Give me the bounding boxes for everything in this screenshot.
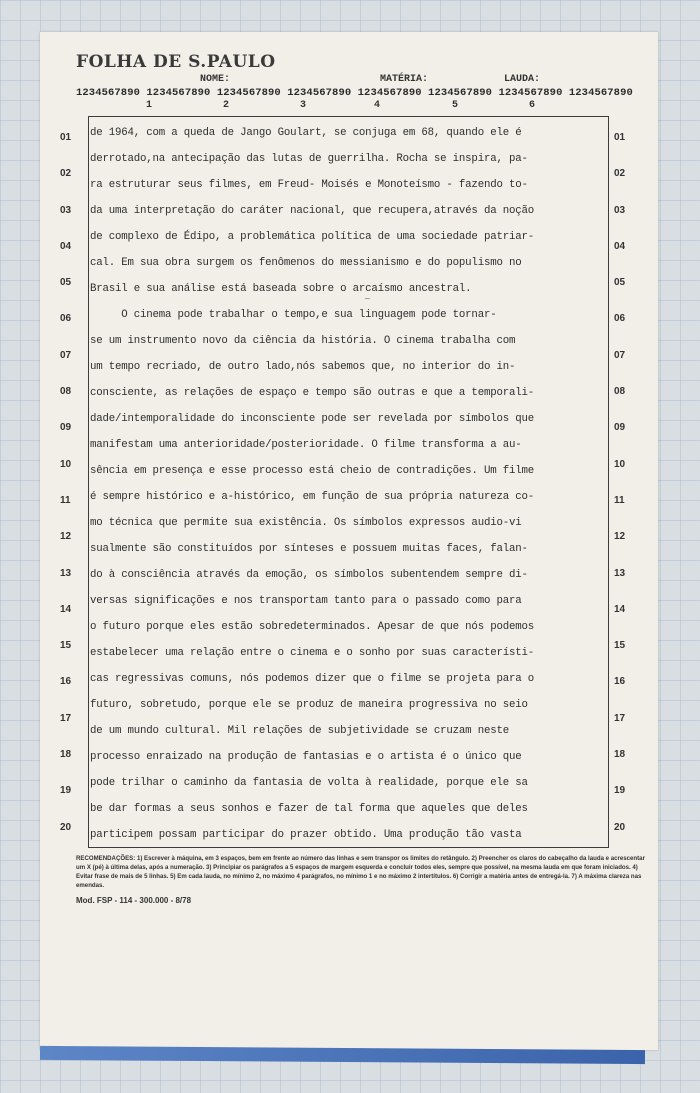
text-line: [90, 692, 610, 718]
text-line-content: de um mundo cultural. Mil relações de subjetividade se cruzam neste: [90, 725, 509, 737]
line-number: 08: [614, 386, 626, 398]
text-line-content: participem possam participar do prazer obtido. Uma produção tão vasta: [90, 829, 522, 841]
text-line-content: pode trilhar o caminho da fantasia de volta à realidade, porque ele sa: [90, 777, 528, 789]
line-number: 13: [60, 567, 72, 579]
text-line-content: O cinema pode trabalhar o tempo,e sua linguagem pode tornar-: [90, 309, 497, 321]
text-line-content: dade/intemporalidade do inconsciente pode ser revelada por símbolos que: [90, 413, 534, 425]
text-line-content: Brasil e sua análise está baseada sobre o arcaísmo ancestral.: [90, 283, 472, 295]
text-line-content: se um instrumento novo da ciência da história. O cinema trabalha com: [90, 335, 516, 347]
line-number: 06: [60, 313, 72, 325]
line-number: 19: [614, 785, 626, 797]
text-line: [90, 146, 610, 172]
text-line: [90, 484, 610, 510]
recommendations-note: RECOMENDAÇÕES: 1) Escrever à máquina, em 3 espaços, bem em frente ao número das linhas e sem transpor os limites do retângulo. 2) Preencher os claros do cabeçalho da lauda e acrescentar um X (pé) à última delas, após a numeração. 3) Principiar os parágrafos a 5 espaços de margem esquerda e concluir todos eles, sempre que possível, na mesma lauda em que foram iniciados. 4) Evitar frase de mais de 5 linhas. 5) Em cada lauda, no mínimo 2, no máximo 4 parágrafos, no mínimo 1 e no máximo 2 intertítulos. 6) Corrigir a matéria antes de entregá-la. 7) A máxima clareza nas emendas.: [76, 855, 645, 889]
text-line: [90, 588, 610, 614]
text-line: [90, 328, 610, 354]
ruler-tick: 5: [452, 100, 459, 111]
text-line-content: cas regressivas comuns, nós podemos dizer que o filme se projeta para o: [90, 673, 534, 685]
line-number: 10: [60, 458, 72, 470]
line-number: 18: [614, 749, 626, 761]
line-number: 14: [60, 603, 72, 615]
text-line: [90, 354, 610, 380]
text-line-content: estabelecer uma relação entre o cinema e o sonho por suas característi-: [90, 647, 534, 659]
line-number: 07: [614, 349, 626, 361]
line-numbers-right: [614, 120, 638, 846]
line-number: 05: [60, 277, 72, 289]
line-number: 02: [60, 168, 72, 180]
text-line-content: é sempre histórico e a-histórico, em função de sua própria natureza co-: [90, 491, 534, 503]
line-number: 04: [614, 240, 626, 252]
nome-label: NOME:: [200, 74, 231, 85]
text-line: [90, 172, 610, 198]
text-line-content: da uma interpretação do caráter nacional, que recupera,através da noção: [90, 205, 534, 217]
line-number: 11: [60, 494, 71, 506]
ruler-tick: 6: [529, 100, 536, 111]
masthead-logo: FOLHA DE S.PAULO: [76, 52, 276, 72]
line-number: 01: [614, 132, 626, 143]
text-line: [90, 432, 610, 458]
text-line-content: versas significações e nos transportam tanto para o passado como para: [90, 595, 522, 607]
ruler-tick: 1: [146, 100, 153, 111]
blue-sheet-edge: [40, 1046, 645, 1064]
line-number: 17: [614, 712, 626, 724]
column-ruler: 1234567890 1234567890 1234567890 1234567890 1234567890 1234567890 1234567890 1234567890: [76, 87, 633, 99]
lauda-label: LAUDA:: [504, 74, 541, 85]
line-number: 09: [60, 422, 72, 434]
text-line: [90, 822, 610, 848]
line-number: 15: [614, 640, 626, 652]
text-line: [90, 640, 610, 666]
text-line-content: be dar formas a seus sonhos e fazer de tal forma que aqueles que deles: [90, 803, 528, 815]
text-line-content: manifestam uma anterioridade/posterioridade. O filme transforma a au-: [90, 439, 522, 451]
line-number: 08: [60, 386, 72, 398]
text-line-content: futuro, sobretudo, porque ele se produz de maneira progressiva no seio: [90, 699, 528, 711]
line-number: 10: [614, 458, 626, 470]
text-line: [90, 120, 610, 146]
text-line-content: mo técnica que permite sua existência. Os símbolos expressos audio-vi: [90, 517, 522, 529]
text-line: [90, 744, 610, 770]
ruler-tick: 4: [374, 100, 381, 111]
line-number: 05: [614, 277, 626, 289]
text-line-content: consciente, as relações de espaço e tempo são outras e que a temporali-: [90, 387, 534, 399]
text-line-content: de complexo de Édipo, a problemática política de uma sociedade patriar-: [90, 231, 534, 243]
text-line: [90, 198, 610, 224]
text-line: [90, 536, 610, 562]
materia-label: MATÉRIA:: [380, 74, 429, 85]
text-line: [90, 224, 610, 250]
text-line-content: de 1964, com a queda de Jango Goulart, se conjuga em 68, quando ele é: [90, 127, 522, 139]
text-line: [90, 510, 610, 536]
line-number: 09: [614, 422, 626, 434]
line-number: 15: [60, 640, 72, 652]
text-line-content: cal. Em sua obra surgem os fenômenos do messianismo e do populismo no: [90, 257, 522, 269]
text-line-content: ra estruturar seus filmes, em Freud- Moisés e Monoteísmo - fazendo to-: [90, 179, 528, 191]
line-number: 12: [60, 531, 72, 543]
line-number: 20: [614, 821, 626, 833]
line-number: 03: [60, 204, 72, 216]
text-line-content: o futuro porque eles estão sobredeterminados. Apesar de que nós podemos: [90, 621, 534, 633]
ruler-tick: 2: [223, 100, 230, 111]
handwritten-annotation: ~: [364, 294, 371, 303]
lauda-sheet: [40, 32, 658, 1050]
text-line: [90, 276, 610, 302]
line-number: 01: [60, 132, 72, 143]
text-line-content: do à consciência através da emoção, os símbolos subentendem sempre di-: [90, 569, 528, 581]
text-line-content: um tempo recriado, de outro lado,nós sabemos que, no interior do in-: [90, 361, 516, 373]
line-number: 13: [614, 567, 626, 579]
line-number: 06: [614, 313, 626, 325]
ruler-tick: 3: [300, 100, 307, 111]
line-number: 16: [614, 676, 626, 688]
text-line: [90, 458, 610, 484]
text-line: [90, 380, 610, 406]
text-line-content: derrotado,na antecipação das lutas de guerrilha. Rocha se inspira, pa-: [90, 153, 528, 165]
line-number: 02: [614, 168, 626, 180]
line-number: 12: [614, 531, 626, 543]
line-number: 14: [614, 603, 626, 615]
text-line: [90, 614, 610, 640]
text-line: [90, 250, 610, 276]
text-line: [90, 302, 610, 328]
line-number: 07: [60, 349, 72, 361]
text-line-content: sualmente são constituídos por sínteses e possuem muitas faces, falan-: [90, 543, 528, 555]
line-number: 17: [60, 712, 72, 724]
text-line: [90, 718, 610, 744]
line-number: 03: [614, 204, 626, 216]
line-number: 11: [614, 494, 625, 506]
text-line: [90, 562, 610, 588]
model-code: Mod. FSP - 114 - 300.000 - 8/78: [76, 896, 192, 905]
line-number: 20: [60, 821, 72, 833]
text-line: [90, 796, 610, 822]
line-number: 16: [60, 676, 72, 688]
text-line-content: sência em presença e esse processo está cheio de contradições. Um filme: [90, 465, 534, 477]
text-line-content: processo enraizado na produção de fantasias e o artista é o único que: [90, 751, 522, 763]
line-number: 18: [60, 749, 72, 761]
text-line: [90, 406, 610, 432]
line-numbers-left: [60, 120, 84, 846]
line-number: 19: [60, 785, 72, 797]
line-number: 04: [60, 240, 72, 252]
text-line: [90, 666, 610, 692]
typed-text-body: [90, 120, 610, 848]
text-line: [90, 770, 610, 796]
